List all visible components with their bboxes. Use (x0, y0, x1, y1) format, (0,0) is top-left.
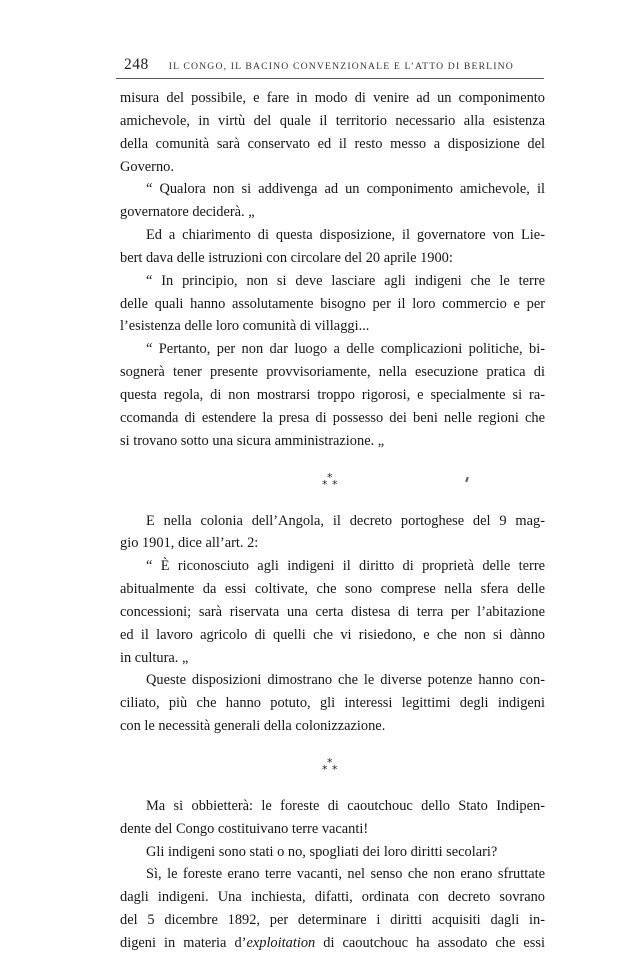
text-line: sognerà tener presente provvisoriamente, nella esecuzione pratica di (120, 364, 545, 381)
text-line: in cultura. „ (120, 649, 189, 666)
text-line: questa regola, di non mostrarsi troppo rigorosi, e specialmente si ra- (120, 386, 545, 403)
asterism-star: * (322, 477, 328, 491)
text-line: con le necessità generali della colonizzazione. (120, 718, 386, 735)
text-line: misura del possibile, e fare in modo di venire ad un componimento (120, 90, 545, 106)
text-line: ed il lavoro agricolo di quelli che vi risiedono, e che non si dànno (120, 626, 545, 643)
running-head: IL CONGO, IL BACINO CONVENZIONALE E L’ATTO DI BERLINO (168, 61, 514, 72)
asterism-star: * (332, 477, 338, 491)
text-line: “ Qualora non si addivenga ad un componimento amichevole, il (146, 181, 545, 198)
text-line: “ In principio, non si deve lasciare agli indigeni che le terre (146, 272, 545, 289)
text-line: si trovano sotto una sicura amministrazione. „ (120, 432, 385, 449)
text-line: E nella colonia dell’Angola, il decreto portoghese del 9 mag- (146, 512, 545, 529)
text-line: l’esistenza delle loro comunità di villaggi... (120, 318, 370, 335)
text-line: Gli indigeni sono stati o no, spogliati dei loro diritti secolari? (146, 843, 498, 860)
text-line: dente del Congo costituivano terre vacanti! (120, 820, 369, 837)
text-line: “ È riconosciuto agli indigeni il diritto di proprietà delle terre (146, 558, 545, 575)
text-line: Governo. (120, 158, 174, 175)
text-line: governatore deciderà. „ (120, 204, 255, 221)
text-line: Queste disposizioni dimostrano che le diverse potenze hanno con- (146, 672, 545, 689)
text-line: abitualmente da essi coltivate, che sono comprese nella sfera delle (120, 581, 545, 598)
text-line: amichevole, in virtù del quale il territorio necessario alla esistenza (120, 112, 545, 129)
asterism-star: * (332, 762, 338, 776)
text-line: gio 1901, dice all’art. 2: (120, 535, 259, 552)
italic-term: exploitation (246, 935, 316, 951)
asterism-star: * (322, 762, 328, 776)
text-line: dagli indigeni. Una inchiesta, difatti, ordinata con decreto sovrano (120, 889, 545, 906)
asterism-star: * (327, 755, 333, 769)
header-rule (116, 78, 544, 79)
text-line-last (120, 932, 545, 955)
text-line: Ed a chiarimento di questa disposizione, il governatore von Lie- (146, 227, 545, 244)
page-number: 248 (124, 56, 149, 73)
text-span: di caoutchouc ha assodato che essi (315, 935, 545, 951)
text-line: concessioni; sarà riservata una certa distesa di terra per l’abitazione (120, 603, 545, 620)
text-line: del 5 dicembre 1892, per determinare i diritti acquisiti dagli in- (120, 912, 545, 929)
text-span: digeni in materia d’ (120, 935, 247, 951)
text-line: Ma si obbietterà: le foreste di caoutchouc dello Stato Indipen- (146, 797, 545, 814)
page-header (124, 56, 542, 76)
text-line: ciliato, più che hanno potuto, gli interessi legittimi degli indigeni (120, 695, 545, 712)
text-line: ccomanda di estendere la presa di possesso dei beni nelle regioni che (120, 409, 545, 426)
text-line: delle quali hanno assolutamente bisogno per il loro commercio e per (120, 295, 545, 312)
print-speck (465, 476, 468, 481)
text-line: “ Pertanto, per non dar luogo a delle complicazioni politiche, bi- (146, 341, 545, 358)
asterism-separator (120, 453, 545, 510)
asterism-star: * (327, 470, 333, 484)
text-line: della comunità sarà conservato ed il resto messo a disposizione del (120, 135, 545, 152)
text-line: Sì, le foreste erano terre vacanti, nel senso che non erano sfruttate (146, 866, 545, 883)
asterism-separator (120, 738, 545, 795)
body-text (120, 87, 545, 955)
text-line: bert dava delle istruzioni con circolare del 20 aprile 1900: (120, 249, 453, 266)
